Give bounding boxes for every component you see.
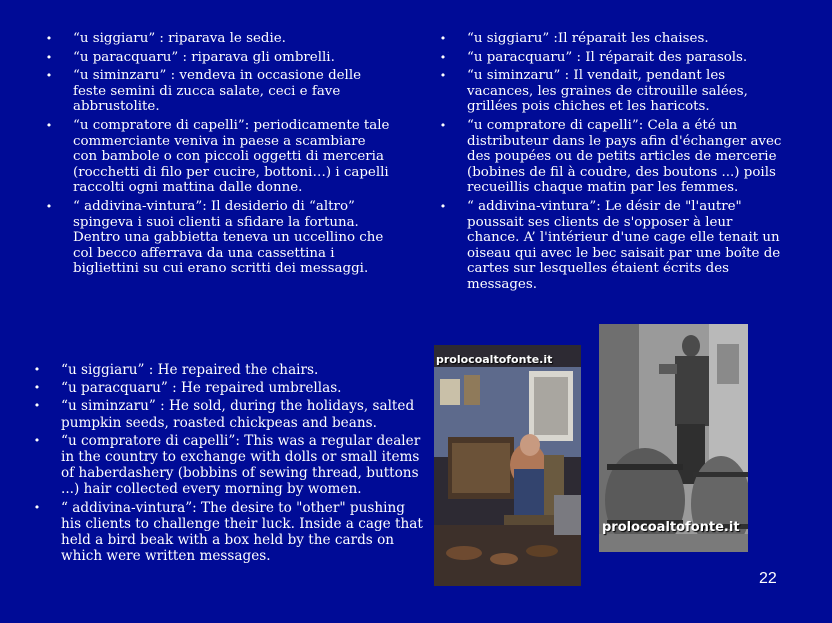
- italian-bullet-text: “u siminzaru” : vendeva in occasione delle feste semini di zucca salate, ceci e fave abbrustolite.: [73, 68, 362, 115]
- french-bullet-list: [437, 31, 787, 296]
- italian-bullet-item: [43, 31, 393, 47]
- italian-bullet-text: “ addivina-vintura”: Il desiderio di “altro” spingeva i suoi clienti a sfidare la fortuna. Dentro una gabbietta teneva un uccellino che col becco afferrava da una cassettina i bigliettini su cui erano scritti dei messaggi.: [73, 198, 384, 277]
- photo-watermark: prolocoaltofonte.it: [436, 353, 553, 366]
- italian-bullet-item: [43, 199, 393, 277]
- english-bullet-text: “u compratore di capelli”: This was a regular dealer in the country to exchange with dolls or small items of haberdashery (bobbins of sewing thread, buttons ...) hair collected every morning by women.: [61, 432, 421, 498]
- workshop-photo: [434, 345, 581, 586]
- french-bullet-item: [437, 31, 787, 47]
- italian-bullet-text: “u siggiaru” : riparava le sedie.: [73, 31, 286, 46]
- french-bullet-item: [437, 199, 787, 293]
- italian-bullet-item: [43, 68, 393, 115]
- italian-bullet-item: [43, 50, 393, 66]
- bullet-icon: •: [439, 32, 447, 45]
- page-number: 22: [759, 570, 777, 587]
- english-bullet-text: “u siminzaru” : He sold, during the holidays, salted pumpkin seeds, roasted chickpeas and beans.: [61, 398, 415, 431]
- bullet-icon: •: [45, 69, 53, 83]
- bullet-icon: •: [45, 50, 53, 64]
- bullet-icon: •: [439, 50, 447, 64]
- bullet-icon: •: [45, 32, 53, 45]
- barrel-maker-photo-image: [599, 324, 748, 552]
- english-bullet-item: [31, 433, 429, 498]
- bullet-icon: •: [33, 500, 41, 514]
- workshop-photo-image: [434, 345, 581, 586]
- bullet-icon: •: [33, 399, 41, 413]
- italian-bullet-list: [43, 31, 393, 280]
- barrel-maker-photo: [599, 324, 748, 552]
- english-bullet-text: “u paracquaru” : He repaired umbrellas.: [61, 380, 342, 397]
- english-bullet-list: [31, 362, 429, 566]
- bullet-icon: •: [439, 199, 447, 213]
- italian-bullet-item: [43, 118, 393, 196]
- bullet-icon: •: [33, 433, 41, 447]
- english-bullet-item: [31, 362, 429, 378]
- bullet-icon: •: [33, 381, 41, 395]
- italian-bullet-text: “u compratore di capelli”: periodicamente tale commerciante veniva in paese a scambiare con bambole o con piccoli oggetti di merceria (rocchetti di filo per cucire, bottoni…) i capelli raccolti ogni mattina dalle donne.: [73, 117, 390, 196]
- photo-watermark: prolocoaltofonte.it: [602, 520, 740, 535]
- english-bullet-text: “ addivina-vintura”: The desire to "other" pushing his clients to challenge their luck. Inside a cage that held a bird beak with a box held by the cards on which were written messages.: [61, 499, 423, 565]
- french-bullet-text: “u compratore di capelli”: Cela a été un distributeur dans le pays afin d'échanger avec des poupées ou de petits articles de mercerie (bobines de fil à coudre, des boutons ...) poils recueillis chaque matin par les femmes.: [467, 117, 782, 196]
- english-bullet-item: [31, 398, 429, 430]
- french-bullet-item: [437, 68, 787, 115]
- french-bullet-text: “u siggiaru” :Il réparait les chaises.: [467, 31, 709, 46]
- bullet-icon: •: [33, 363, 41, 376]
- english-bullet-item: [31, 380, 429, 396]
- english-bullet-text: “u siggiaru” : He repaired the chairs.: [61, 362, 319, 378]
- bullet-icon: •: [45, 199, 53, 213]
- french-bullet-item: [437, 118, 787, 196]
- french-bullet-text: “ addivina-vintura”: Le désir de "l'autre" poussait ses clients de s'opposer à leur chance. A’ l'intérieur d'une cage elle tenait un oiseau qui avec le bec saisait par une boîte de cartes sur lesquelles étaient écrits des messages.: [467, 198, 781, 292]
- french-bullet-text: “u siminzaru” : Il vendait, pendant les vacances, les graines de citrouille salées, grillées pois chiches et les haricots.: [467, 68, 748, 115]
- bullet-icon: •: [439, 69, 447, 83]
- bullet-icon: •: [439, 118, 447, 132]
- bullet-icon: •: [45, 118, 53, 132]
- french-bullet-item: [437, 50, 787, 66]
- italian-bullet-text: “u paracquaru” : riparava gli ombrelli.: [73, 49, 335, 65]
- english-bullet-item: [31, 500, 429, 565]
- french-bullet-text: “u paracquaru” : Il réparait des parasols.: [467, 49, 748, 65]
